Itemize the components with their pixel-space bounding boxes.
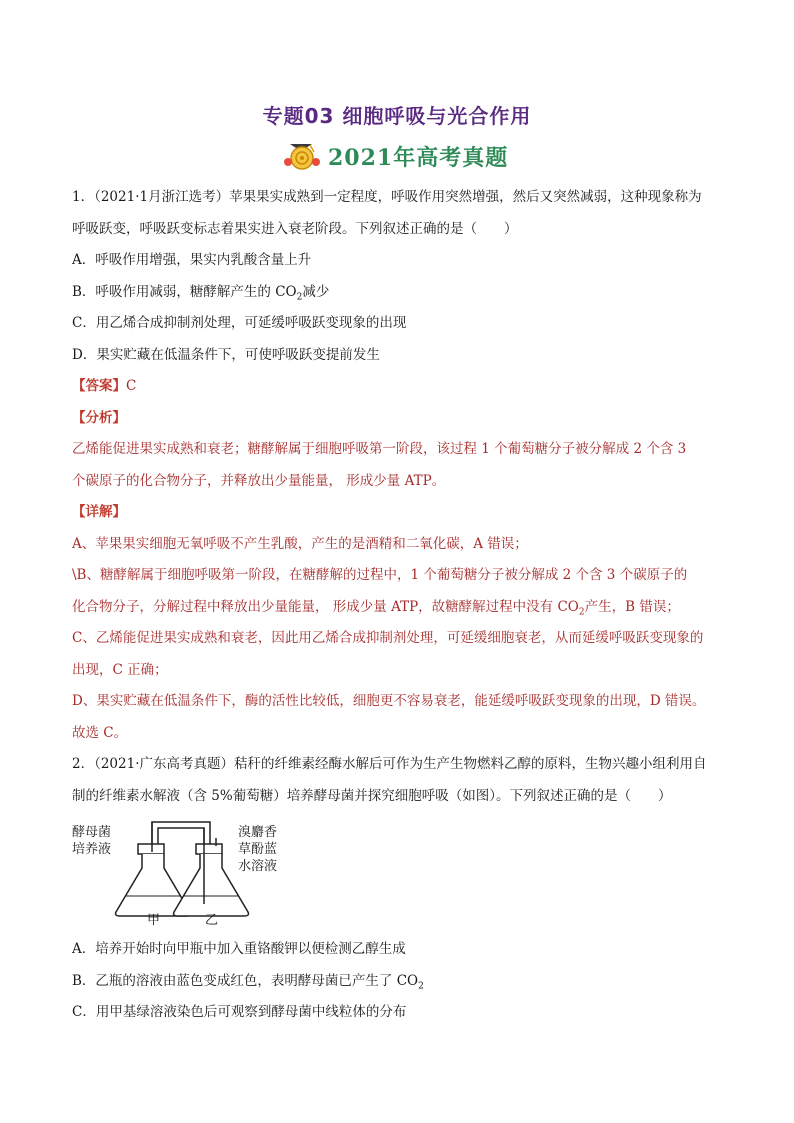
label-flask-yi: 乙: [205, 913, 219, 928]
answer-tag: 【答案】: [72, 378, 126, 394]
question-content: [72, 182, 724, 1029]
q2-option-c: C．用甲基绿溶液染色后可观察到酵母菌中线粒体的分布: [72, 1004, 407, 1020]
q1-analysis-line-1: 乙烯能促进果实成熟和衰老；糖酵解属于细胞呼吸第一阶段，该过程 1 个葡萄糖分子被分解成 2 个含 3: [72, 441, 687, 457]
mascot-logo-icon: [282, 138, 322, 174]
q1-conclusion: 故选 C。: [72, 724, 128, 741]
label-flask-jia: 甲: [147, 913, 161, 928]
section-banner: [282, 136, 508, 176]
flask-apparatus-figure: [72, 816, 372, 930]
banner-title: 2021年高考真题: [328, 144, 509, 171]
q1-detail-c-line-1: C、乙烯能促进果实成熟和衰老，因此用乙烯合成抑制剂处理，可延缓细胞衰老，从而延缓呼吸跃变现象的: [72, 630, 704, 646]
q1-detail-c-line-2: 出现，C 正确；: [72, 661, 168, 678]
q1-analysis-tag: 【分析】: [72, 409, 126, 426]
page-title: 专题03 细胞呼吸与光合作用: [262, 104, 532, 128]
flask-diagram: [72, 816, 372, 930]
label-indicator-3: 水溶液: [238, 859, 278, 874]
q1-analysis-line-2: 个碳原子的化合物分子，并释放出少量能量， 形成少量 ATP。: [72, 472, 446, 489]
q1-stem-line-2: 呼吸跃变，呼吸跃变标志着果实进入衰老阶段。下列叙述正确的是（ ）: [72, 220, 518, 237]
q1-detail-b-line-2: 化合物分子，分解过程中释放出少量能量， 形成少量 ATP，故糖酵解过程中没有 $CO_2$产生，B 错误；: [72, 598, 680, 618]
q1-option-c: C．用乙烯合成抑制剂处理，可延缓呼吸跃变现象的出现: [72, 315, 407, 331]
answer-value: C: [126, 378, 137, 394]
label-yeast-culture-1: 酵母菌: [72, 825, 112, 840]
q1-detail-b-line-1: \B、糖酵解属于细胞呼吸第一阶段，在糖酵解的过程中，1 个葡萄糖分子被分解成 2 个含 3 个碳原子的: [72, 567, 688, 583]
label-yeast-culture-2: 培养液: [72, 842, 112, 857]
q1-option-a: A．呼吸作用增强，果实内乳酸含量上升: [72, 252, 312, 268]
q1-option-b: B．呼吸作用减弱，糖酵解产生的 $CO_2$减少: [72, 283, 330, 303]
label-indicator-1: 溴麝香: [238, 825, 278, 840]
q1-option-d: D．果实贮藏在低温条件下，可使呼吸跃变提前发生: [72, 346, 380, 363]
q1-detail-tag: 【详解】: [72, 504, 126, 520]
q2-stem-line-1: 2．（2021·广东高考真题）秸秆的纤维素经酶水解后可作为生产生物燃料乙醇的原料，生物兴趣小组利用自: [72, 756, 707, 772]
label-indicator-2: 草酚蓝: [238, 842, 278, 857]
q2-stem-line-2: 制的纤维素水解液（含 5%葡萄糖）培养酵母菌并探究细胞呼吸（如图）。下列叙述正确的是（ ）: [72, 787, 672, 804]
q1-stem-line-1: 1．（2021·1月浙江选考）苹果果实成熟到一定程度，呼吸作用突然增强，然后又突然减弱，这种现象称为: [72, 189, 702, 205]
q2-option-a: A．培养开始时向甲瓶中加入重铬酸钾以便检测乙醇生成: [72, 941, 406, 957]
q1-detail-a: A、苹果果实细胞无氧呼吸不产生乳酸，产生的是酒精和二氧化碳，A 错误；: [72, 535, 528, 552]
q1-detail-d: D、果实贮藏在低温条件下，酶的活性比较低，细胞更不容易衰老，能延缓呼吸跃变现象的出现，D 错误。: [72, 693, 706, 709]
q1-answer: [72, 371, 724, 403]
q2-option-b: B．乙瓶的溶液由蓝色变成红色，表明酵母菌已产生了 $CO_2$: [72, 972, 424, 992]
